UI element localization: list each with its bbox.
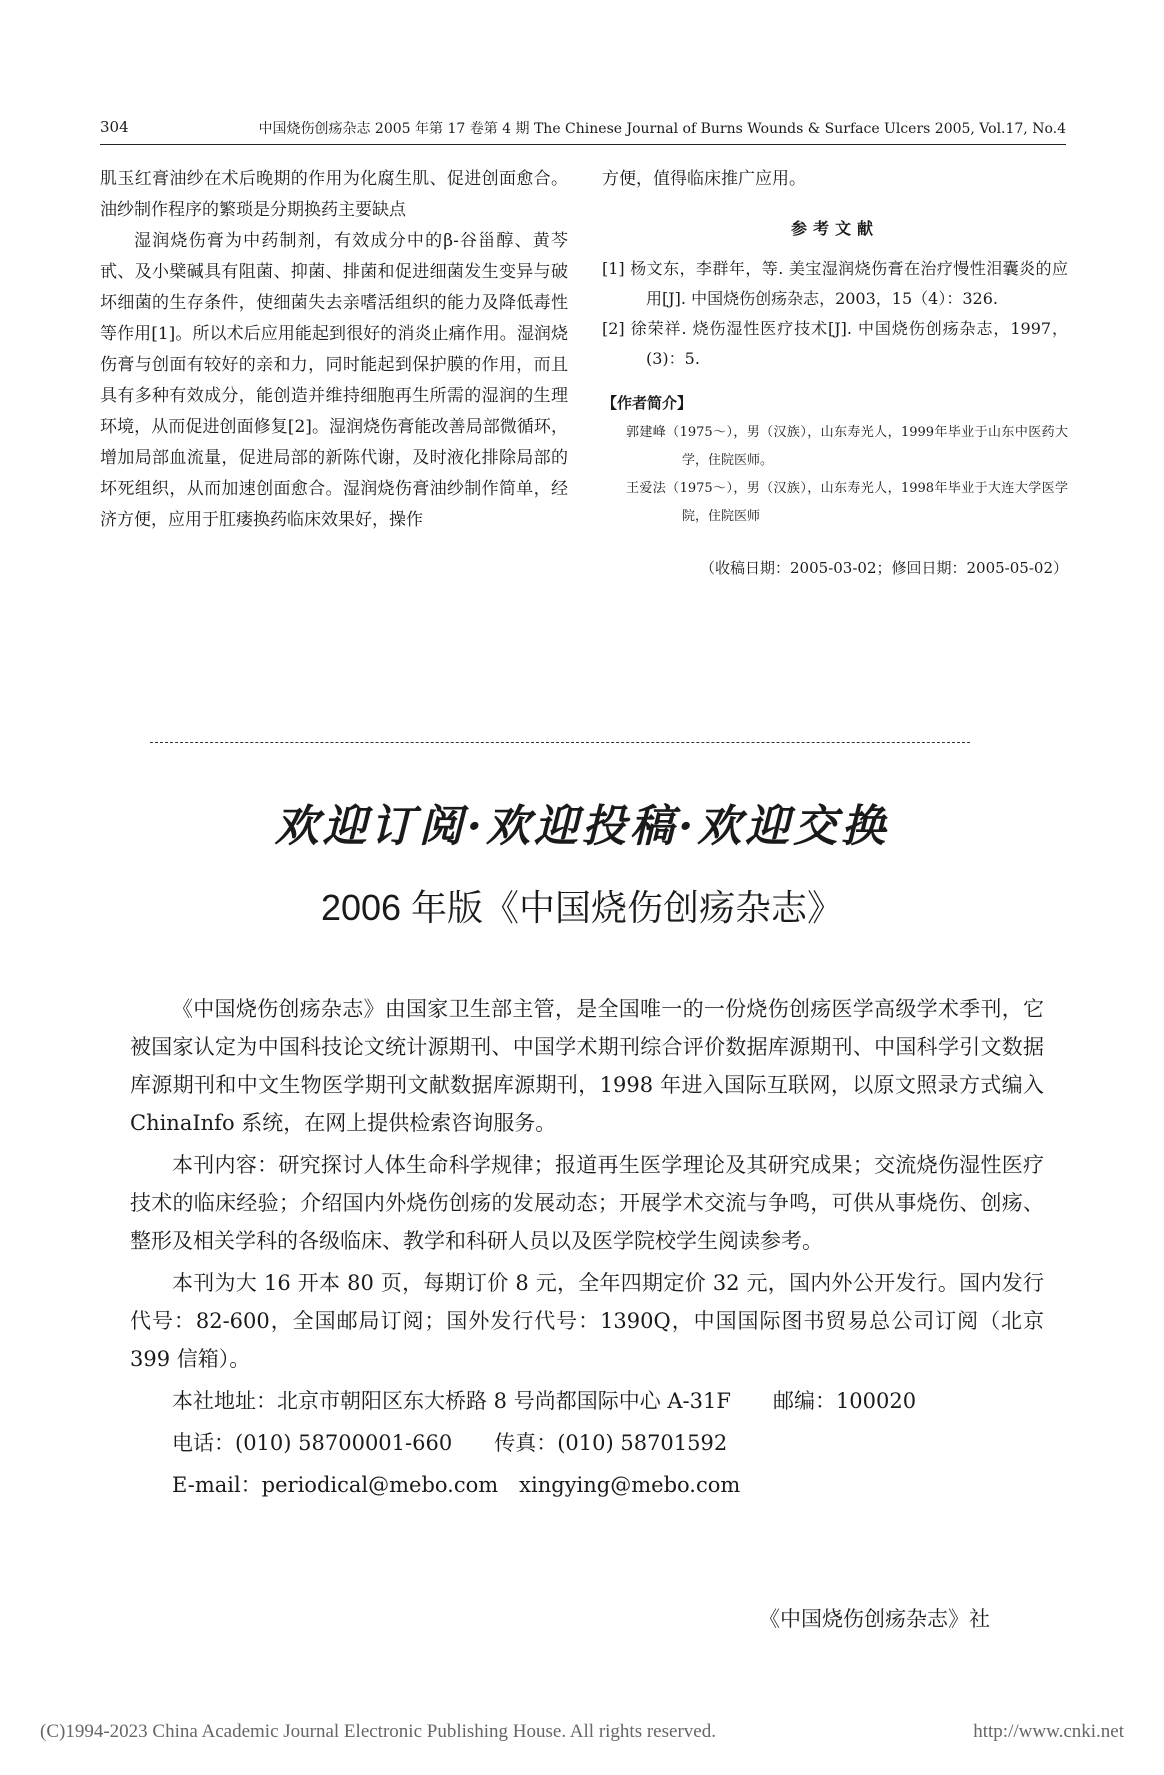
received-dates: （收稿日期：2005-03-02；修回日期：2005-05-02）: [700, 559, 1068, 577]
page-number: 304: [100, 118, 129, 136]
copyright-footer: [40, 1721, 1124, 1743]
ad-paragraph-1: 《中国烧伤创疡杂志》由国家卫生部主管，是全国唯一的一份烧伤创疡医学高级学术季刊，它被国家认定为中国科技论文统计源期刊、中国学术期刊综合评价数据库源期刊、中国科学引文数据库源期刊和中文生物医学期刊文献数据库源期刊，1998 年进入国际互联网，以原文照录方式编入 ChinaInfo 系统，在网上提供检索咨询服务。: [130, 997, 1044, 1135]
ad-subtitle: 2006 年版《中国烧伤创疡杂志》: [320, 887, 844, 928]
journal-line: 中国烧伤创疡杂志 2005 年第 17 卷第 4 期 The Chinese Journal of Burns Wounds & Surface Ulcers 2005, Vol.17, No.4: [258, 121, 1066, 137]
right-column: [602, 164, 1068, 584]
section-divider: [150, 742, 970, 743]
references-title: 参考文献: [790, 219, 879, 238]
running-header: [100, 118, 1066, 142]
ad-paragraph-2: 本刊内容：研究探讨人体生命科学规律；报道再生医学理论及其研究成果；交流烧伤湿性医疗技术的临床经验；介绍国内外烧伤创疡的发展动态；开展学术交流与争鸣，可供从事烧伤、创疡、整形及相关学科的各级临床、教学和科研人员以及医学院校学生阅读参考。: [130, 1153, 1044, 1253]
copyright-text: (C)1994-2023 China Academic Journal Electronic Publishing House. All rights reserved.: [40, 1721, 716, 1742]
footer-url[interactable]: http://www.cnki.net: [973, 1721, 1124, 1742]
ad-email: E-mail：periodical@mebo.com xingying@mebo.com: [172, 1473, 741, 1497]
ad-title: 欢迎订阅·欢迎投稿·欢迎交换: [274, 801, 890, 852]
author-about-title: 【作者简介】: [602, 394, 693, 412]
author-about-item: 郭建峰（1975～），男（汉族），山东寿光人，1999年毕业于山东中医药大学，住院医师。: [626, 425, 1068, 468]
reference-item: [1] 杨文东，李群年，等. 美宝湿润烧伤膏在治疗慢性泪囊炎的应用[J]. 中国烧伤创疡杂志，2003，15（4）：326.: [602, 259, 1068, 308]
left-paragraph-2: 湿润烧伤膏为中药制剂，有效成分中的β-谷甾醇、黄芩甙、及小檗碱具有阻菌、抑菌、排菌和促进细菌发生变异与破坏细菌的生存条件，使细菌失去亲嗜活组织的能力及降低毒性等作用[1]。所以术后应用能起到很好的消炎止痛作用。湿润烧伤膏与创面有较好的亲和力，同时能起到保护膜的作用，而且具有多种有效成分，能创造并维持细胞再生所需的湿润的生理环境，从而促进创面修复[2]。湿润烧伤膏能改善局部微循环，增加局部血流量，促进局部的新陈代谢，及时液化排除局部的坏死组织，从而加速创面愈合。湿润烧伤膏油纱制作简单，经济方便，应用于肛瘘换药临床效果好，操作: [100, 231, 568, 530]
ad-phone: 电话：(010) 58700001-660 传真：(010) 58701592: [172, 1431, 728, 1455]
ad-body: [130, 990, 1044, 1508]
right-continuation: 方便，值得临床推广应用。: [602, 169, 806, 189]
header-rule: [100, 144, 1066, 145]
left-column: [100, 164, 568, 536]
ad-paragraph-3: 本刊为大 16 开本 80 页，每期订价 8 元，全年四期定价 32 元，国内外公开发行。国内发行代号：82-600，全国邮局订阅；国外发行代号：1390Q，中国国际图书贸易总公司订阅（北京 399 信箱）。: [130, 1271, 1044, 1371]
ad-signature: 《中国烧伤创疡杂志》社: [759, 1607, 990, 1631]
author-about-item: 王爱法（1975～），男（汉族），山东寿光人，1998年毕业于大连大学医学院，住院医师: [626, 481, 1068, 524]
ad-address: 本社地址：北京市朝阳区东大桥路 8 号尚都国际中心 A-31F 邮编：100020: [172, 1389, 917, 1413]
reference-item: [2] 徐荣祥. 烧伤湿性医疗技术[J]. 中国烧伤创疡杂志，1997，(3)：5.: [602, 319, 1068, 368]
left-paragraph-1: 肌玉红膏油纱在术后晚期的作用为化腐生肌、促进创面愈合。油纱制作程序的繁琐是分期换药主要缺点: [100, 169, 568, 220]
